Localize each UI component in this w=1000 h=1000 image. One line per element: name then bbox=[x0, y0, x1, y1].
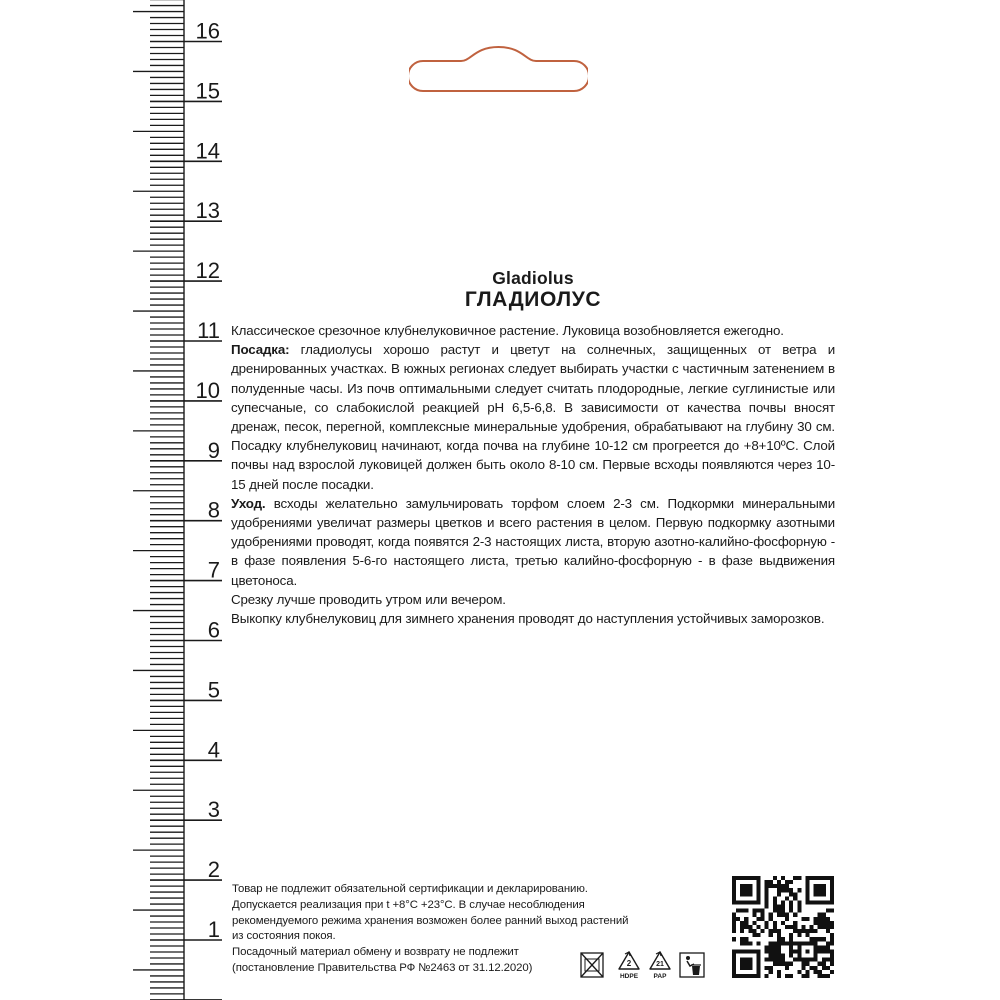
tidyman-bin-icon bbox=[680, 953, 704, 977]
ruler-label: 5 bbox=[207, 677, 220, 703]
planting-text: гладиолусы хорошо растут и цветут на солнечных, защищенных от ветра и дренированных участках. В южных регионах следует выбирать участки с частичным затенением в полуденные часы. Из почв оптимальными следует считать плодородные, легкие суглинистые или супесчаные, со слабокислой реакцией рН 6,5-6,8. В зависимости от качества почвы вносят дренаж, песок, перегной, комплексные минеральные удобрения, обрабатывают на глубину 30 см. Посадку клубнелуковиц начинают, когда почва на глубине 10-12 см прогреется до +8+10ºС. Слой почвы над взрослой луковицей должен быть около 8-10 см. Первые всходы появляются через 10-15 дней после посадки. bbox=[231, 342, 835, 492]
cutting-paragraph: Срезку лучше проводить утром или вечером. bbox=[231, 591, 506, 607]
ruler-label: 8 bbox=[207, 497, 220, 523]
ruler-label: 3 bbox=[207, 797, 220, 823]
ruler-label: 13 bbox=[195, 198, 220, 224]
ruler bbox=[0, 0, 232, 1000]
ruler-label: 4 bbox=[207, 737, 220, 763]
pap-number: 21 bbox=[656, 961, 664, 968]
pap-label: PAP bbox=[653, 973, 667, 980]
qr-code-icon bbox=[732, 876, 834, 978]
care-paragraph bbox=[231, 494, 835, 590]
recycle-hdpe-icon bbox=[619, 952, 639, 980]
care-text: всходы желательно замульчировать торфом слоем 2-3 см. Подкормки минеральными удобрениями увеличат размеры цветков и всего растения в целом. Первую подкормку азотными удобрениями проводят, когда появятся 2-3 настоящих листа, вторую азотно-калийно-фосфорную - в фазе появления 5-6-го настоящего листа, третью калийно-фосфорную - в фазе выдвижения цветоноса. bbox=[231, 495, 835, 588]
title-russian: ГЛАДИОЛУС bbox=[464, 288, 602, 311]
recycling-icons bbox=[578, 948, 708, 982]
ruler-labels bbox=[196, 19, 220, 943]
hang-hole-outline bbox=[409, 45, 588, 93]
care-heading: Уход. bbox=[231, 495, 266, 511]
footer-line-5: Посадочный материал обмену и возврату не подлежит bbox=[232, 946, 519, 959]
ruler-label: 12 bbox=[195, 258, 220, 284]
ruler-label: 2 bbox=[207, 857, 220, 883]
ruler-label: 10 bbox=[195, 377, 220, 403]
ruler-label: 1 bbox=[207, 917, 220, 942]
ruler-label: 16 bbox=[195, 18, 220, 44]
footer-line-6: (постановление Правительства РФ №2463 от 31.12.2020) bbox=[232, 961, 533, 974]
title-block bbox=[232, 268, 834, 312]
ruler-label: 9 bbox=[207, 437, 220, 463]
no-bin-cross-icon bbox=[581, 953, 603, 977]
ruler-label: 15 bbox=[195, 78, 220, 104]
ruler-label: 11 bbox=[197, 318, 220, 343]
footer-line-3: рекомендуемого режима хранения возможен более ранний выход растений bbox=[232, 914, 629, 927]
hdpe-label: HDPE bbox=[619, 973, 639, 980]
title-latin: Gladiolus bbox=[492, 268, 574, 288]
ruler-label: 14 bbox=[195, 138, 220, 164]
footer-line-2: Допускается реализация при t +8°С +23°С. В случае несоблюдения bbox=[232, 898, 585, 911]
ruler-label: 7 bbox=[207, 557, 220, 583]
intro-paragraph: Классическое срезочное клубнелуковичное растение. Луковица возобновляется ежегодно. bbox=[231, 323, 784, 338]
digging-paragraph: Выкопку клубнелуковиц для зимнего хранения проводят до наступления устойчивых заморозков. bbox=[231, 611, 825, 627]
planting-paragraph bbox=[231, 340, 835, 494]
recycle-pap-icon bbox=[650, 952, 670, 980]
hdpe-number: 2 bbox=[626, 959, 632, 968]
footer-line-1: Товар не подлежит обязательной сертификации и декларированию. bbox=[232, 883, 588, 895]
ruler-label: 6 bbox=[207, 617, 220, 643]
description-text bbox=[231, 321, 835, 628]
planting-heading: Посадка: bbox=[231, 342, 290, 358]
footer-line-4: из состояния покоя. bbox=[232, 930, 336, 943]
